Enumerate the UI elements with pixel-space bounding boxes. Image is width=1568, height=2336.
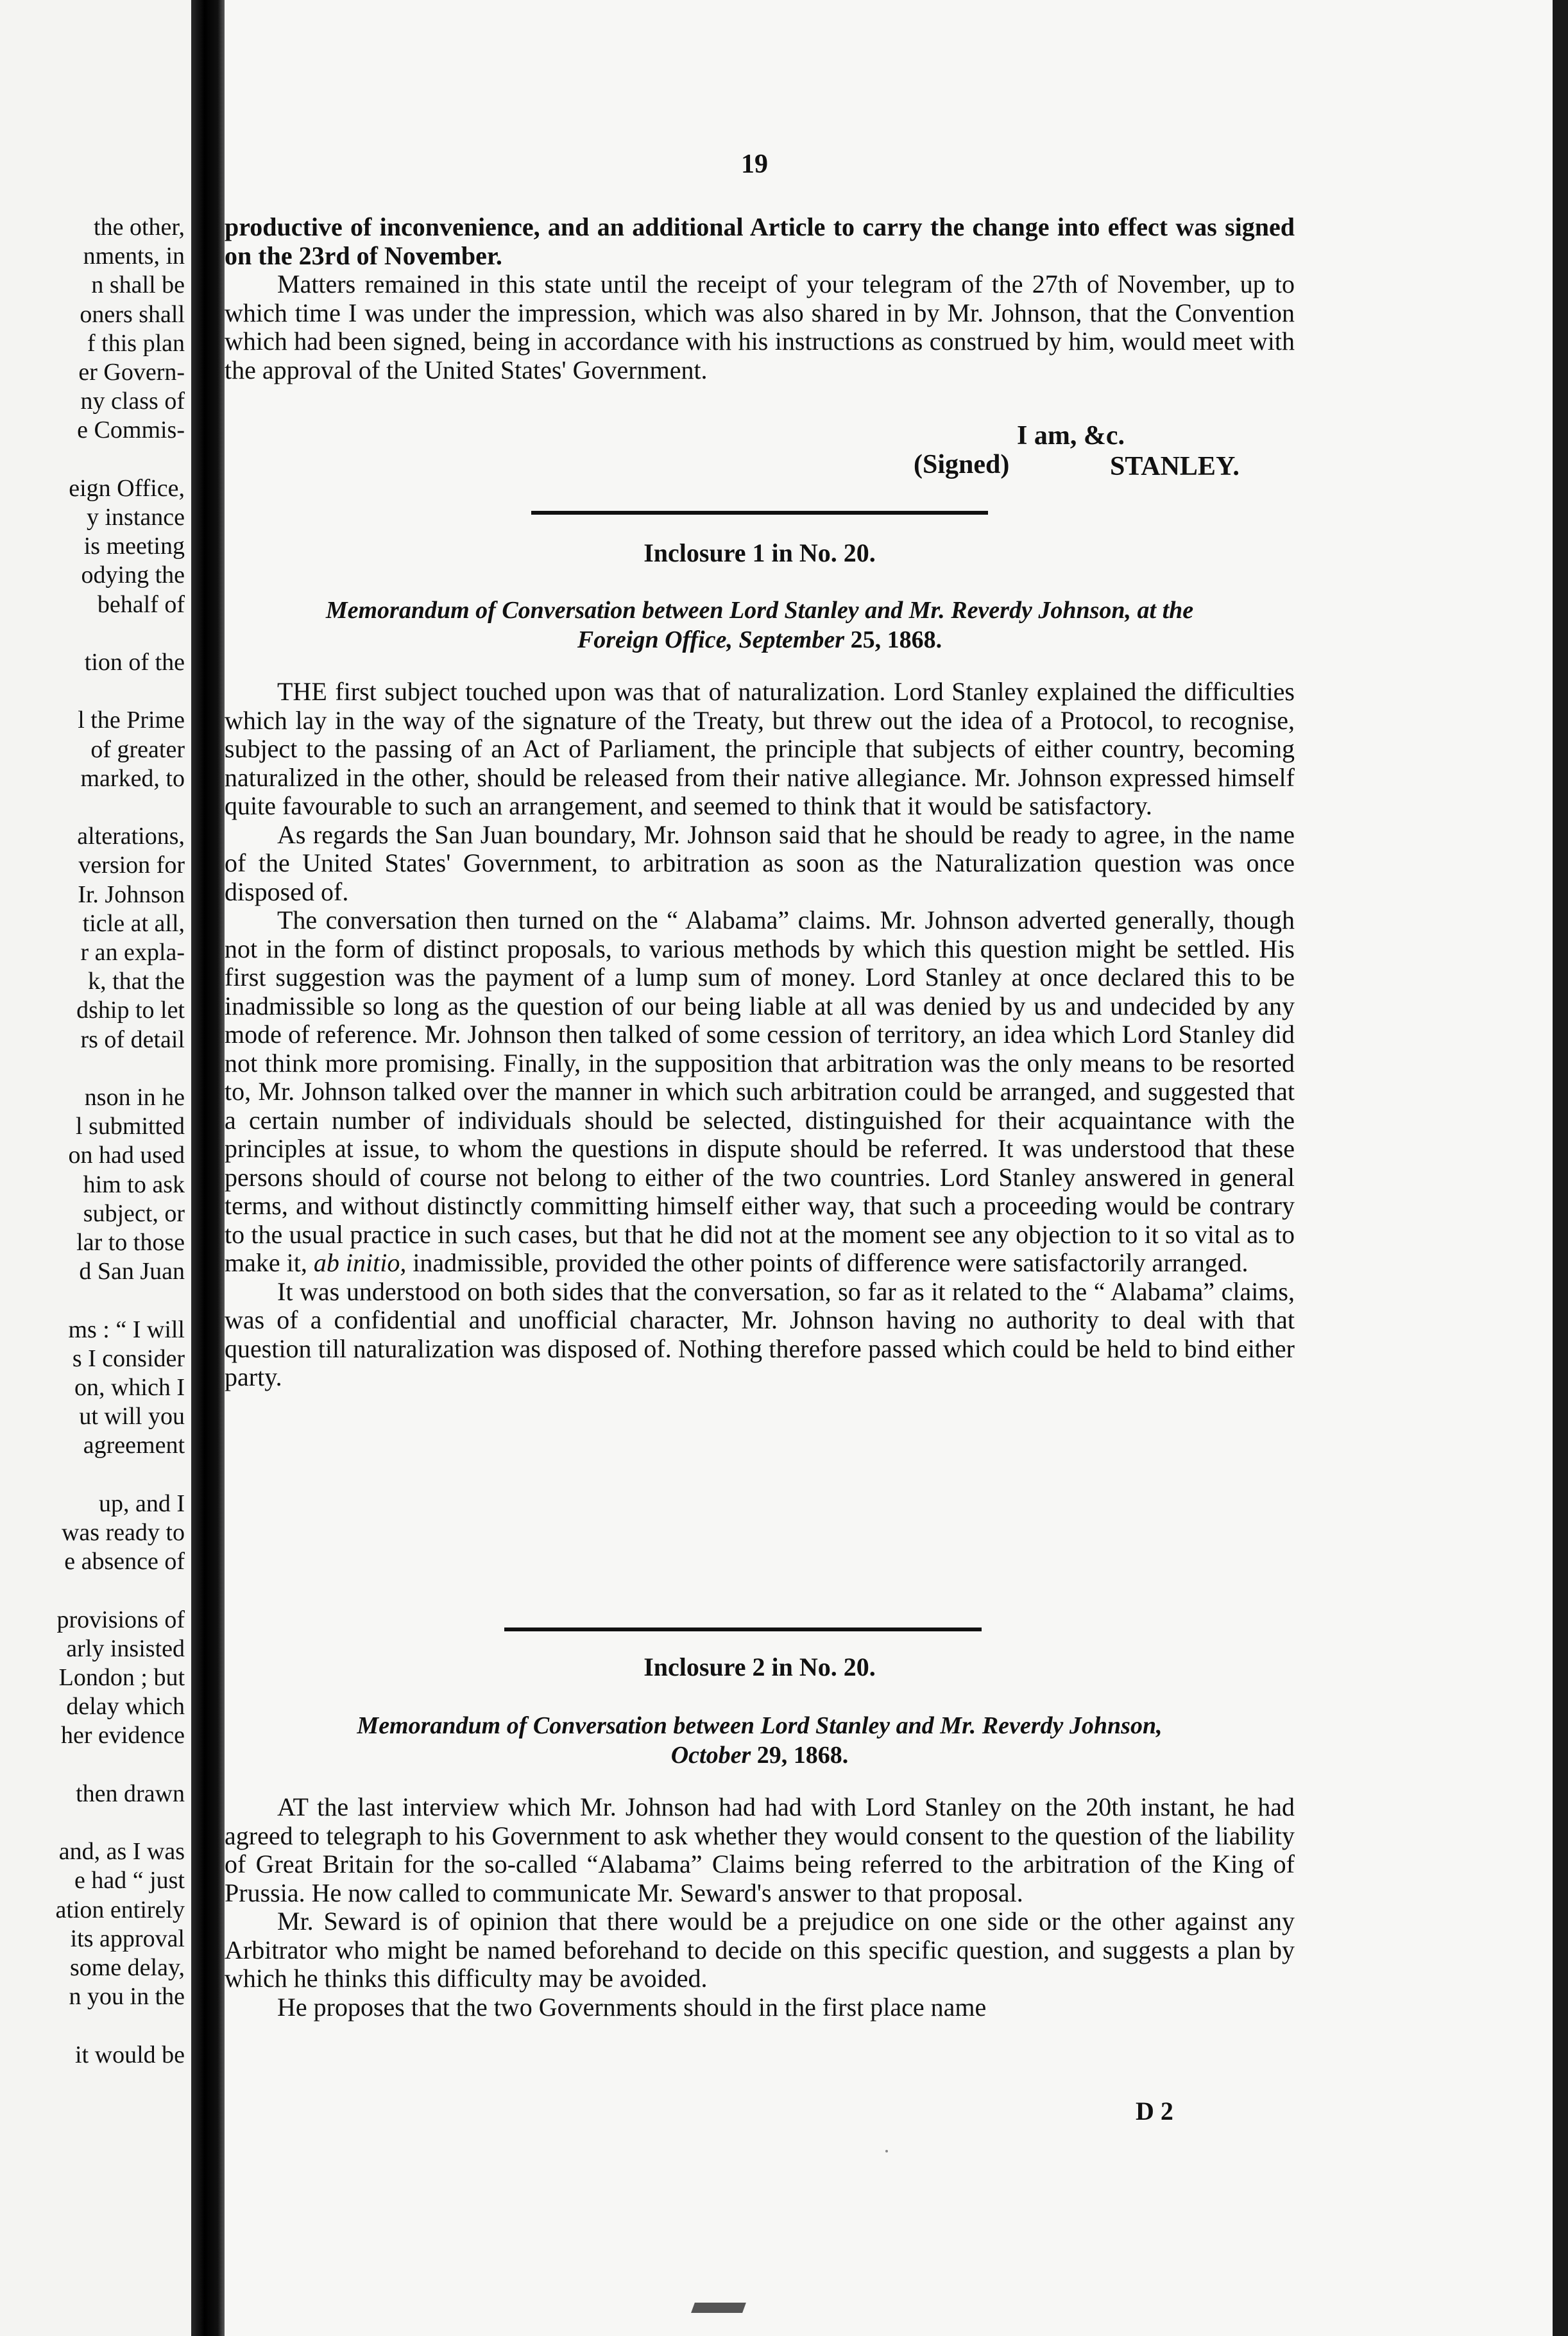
left-page-line: some delay, <box>69 1954 185 1981</box>
inclosure-2-heading: Inclosure 2 in No. 20. <box>643 1653 876 1681</box>
left-page-line: e had “ just <box>74 1867 185 1894</box>
inclosure-1-title <box>225 596 1295 655</box>
opening-paragraph: productive of inconvenience, and an additional Article to carry the change into effect was signed on the 23rd of November. <box>225 212 1295 270</box>
left-page-line: provisions of <box>56 1606 185 1633</box>
left-page-line: up, and I <box>98 1490 185 1517</box>
left-page-line: its approval <box>70 1925 185 1952</box>
inclosure-2-body <box>225 1793 1295 2022</box>
left-page-line: er Govern- <box>78 359 185 386</box>
left-page-line: l submitted <box>76 1113 185 1140</box>
inclosure-1-paragraph-3 <box>225 906 1295 1278</box>
left-page-line: London ; but <box>58 1664 185 1691</box>
left-page-line: and, as I was <box>58 1838 185 1866</box>
left-page-line: l the Prime <box>78 707 185 734</box>
left-page-line: y instance <box>86 504 185 531</box>
left-page-line: then drawn <box>76 1780 185 1807</box>
paper-speck <box>885 2150 888 2152</box>
left-page-line: version for <box>78 852 185 879</box>
left-page-line: ticle at all, <box>82 909 185 937</box>
left-page-line: s I consider <box>72 1344 185 1372</box>
left-page-line: him to ask <box>83 1171 185 1198</box>
left-page-line: dship to let <box>76 997 185 1024</box>
left-page-line: was ready to <box>61 1519 185 1546</box>
inclosure-2-title-line2 <box>225 1740 1295 1770</box>
left-page-line: agreement <box>83 1432 185 1459</box>
page-edge <box>1553 0 1568 2336</box>
inclosure-1-paragraph-3-text: The conversation then turned on the “ Alabama” claims. Mr. Johnson adverted generally, though not in the form of distinct proposals, to various methods by which this question might be settled. His first suggestion was the payment of a lump sum of money. Lord Stanley at once declared this to be inadmissible so long as the question of our being liable at all was denied by us and undecided by any mode of reference. Mr. Johnson then talked of some cession of territory, an idea which Lord Stanley did not think more promising. Finally, in the supposition that arbitration was the only means to be resorted to, Mr. Johnson talked over the manner in which such arbitration could be arranged, and suggested that a certain number of individuals should be selected, distinguished for their acquaintance with the principles at issue, to whom the questions in dispute should be referred. It was understood that these persons should of course not belong to either of the two countries. Lord Stanley answered in general terms, and without distinctly committing himself either way, that such a proceeding would be contrary to the usual practice in such cases, but that he did not at the moment see any objection to it so vital as to make it, <box>225 906 1295 1277</box>
opening-wrapper <box>225 213 1295 384</box>
inclosure-1-paragraph-4: It was understood on both sides that the conversation, so far as it related to the “ Alabama” claims, was of a confidential and unofficial character, Mr. Johnson having no authority to deal with that question till naturalization was disposed of. Nothing therefore passed which could be held to bind either party. <box>225 1276 1295 1391</box>
inclosure-1-title-line1: Memorandum of Conversation between Lord Stanley and Mr. Reverdy Johnson, at the <box>325 597 1194 624</box>
inclosure-1-body <box>225 678 1295 1392</box>
left-page-line: n shall be <box>91 271 185 299</box>
left-page-line: ms : “ I will <box>68 1316 185 1343</box>
left-page-line: ation entirely <box>55 1896 185 1923</box>
inclosure-1-title-place: Foreign Office, September <box>577 626 845 653</box>
signature-mark: D 2 <box>1136 2097 1173 2126</box>
inclosure-1-paragraph-1: THE first subject touched upon was that of naturalization. Lord Stanley explained the difficulties which lay in the way of the signature of the Treaty, but threw out the idea of a Protocol, to recognise, subject to the passing of an Act of Parliament, the principle that subjects of either country, becoming naturalized in the other, should be released from their native allegiance. Mr. Johnson expressed himself quite favourable to such an arrangement, and seemed to think that it would be satisfactory. <box>225 677 1295 820</box>
ab-initio-phrase: ab initio, <box>313 1248 407 1277</box>
left-page-line: d San Juan <box>79 1258 185 1285</box>
left-page-line: subject, or <box>83 1199 185 1227</box>
left-page-line: nments, in <box>83 243 185 270</box>
inclosure-2-title-line1: Memorandum of Conversation between Lord Stanley and Mr. Reverdy Johnson, <box>357 1712 1163 1739</box>
left-page-line: of greater <box>90 735 185 763</box>
left-page-line: lar to those <box>76 1229 185 1256</box>
closing-line: I am, &c. <box>1017 421 1125 451</box>
inclosure-1-heading: Inclosure 1 in No. 20. <box>643 538 876 567</box>
section-divider-1 <box>531 511 988 515</box>
left-page-line: r an expla- <box>80 939 185 966</box>
page-number: 19 <box>741 150 768 179</box>
left-page-line: e Commis- <box>77 417 185 444</box>
inclosure-2-title-month: October <box>670 1742 751 1769</box>
left-page-line: oners shall <box>80 300 185 328</box>
inclosure-2-paragraph-3: He proposes that the two Governments should in the first place name <box>277 1992 987 2022</box>
inclosure-1-paragraph-3-tail: inadmissible, provided the other points of difference were satisfactorily arranged. <box>413 1248 1248 1277</box>
signatory-name: STANLEY. <box>1110 452 1240 481</box>
inclosure-2-title <box>225 1711 1295 1770</box>
left-page-line: behalf of <box>97 590 185 618</box>
right-page <box>225 0 1553 2336</box>
left-page-line: ny class of <box>80 388 185 415</box>
bottom-stamp-mark <box>691 2303 746 2313</box>
left-page-line: tion of the <box>84 649 185 676</box>
left-page-line: marked, to <box>80 764 185 792</box>
left-page-line: alterations, <box>77 823 185 850</box>
left-page-line: her evidence <box>60 1722 185 1749</box>
signed-label: (Signed) <box>914 450 1010 479</box>
inclosure-2-title-date: 29, 1868. <box>756 1742 849 1769</box>
left-page-line: rs of detail <box>80 1026 185 1053</box>
left-page-line: odying the <box>81 562 185 589</box>
inclosure-1-paragraph-2: As regards the San Juan boundary, Mr. Johnson said that he should be ready to agree, in the name of the United States' Government, to arbitration as soon as the Naturalization question was once disposed of. <box>225 820 1295 906</box>
left-page-line: e absence of <box>64 1548 185 1576</box>
left-page-line: ut will you <box>79 1403 185 1430</box>
book-gutter <box>191 0 225 2336</box>
left-page-line: nson in he <box>84 1084 185 1111</box>
left-page-line: n you in the <box>69 1983 185 2011</box>
left-page-line: the other, <box>94 214 185 241</box>
left-page-line: arly insisted <box>66 1635 185 1662</box>
inclosure-2-paragraph-1: AT the last interview which Mr. Johnson had had with Lord Stanley on the 20th instant, he had agreed to telegraph to his Government to ask whether they would consent to the question of the liability of Great Britain for the so-called “Alabama” Claims being referred to the arbitration of the King of Prussia. He now called to communicate Mr. Seward's answer to that proposal. <box>225 1792 1295 1907</box>
section-divider-2 <box>504 1627 982 1631</box>
left-page-line: on had used <box>68 1142 185 1169</box>
left-page-line: it would be <box>75 2041 185 2068</box>
left-facing-page <box>0 0 191 2336</box>
left-page-line: eign Office, <box>69 474 185 502</box>
left-page-line: k, that the <box>88 968 185 995</box>
inclosure-2-paragraph-2: Mr. Seward is of opinion that there would be a prejudice on one side or the other against any Arbitrator who might be named beforehand to decide on this specific question, and suggests a plan by which he thinks this difficulty may be avoided. <box>225 1907 1295 1993</box>
left-page-line: Ir. Johnson <box>78 880 185 908</box>
left-page-line: delay which <box>66 1693 185 1721</box>
second-paragraph: Matters remained in this state until the receipt of your telegram of the 27th of November, up to which time I was under the impression, which was also shared in by Mr. Johnson, that the Convention which had been signed, being in accordance with his instructions as construed by him, would meet with the approval of the United States' Government. <box>225 270 1295 384</box>
inclosure-1-title-date: 25, 1868. <box>850 626 942 653</box>
left-page-line: f this plan <box>87 329 185 357</box>
left-page-line: is meeting <box>83 533 185 560</box>
inclosure-1-title-line2 <box>225 625 1295 655</box>
left-page-line: on, which I <box>74 1374 185 1401</box>
